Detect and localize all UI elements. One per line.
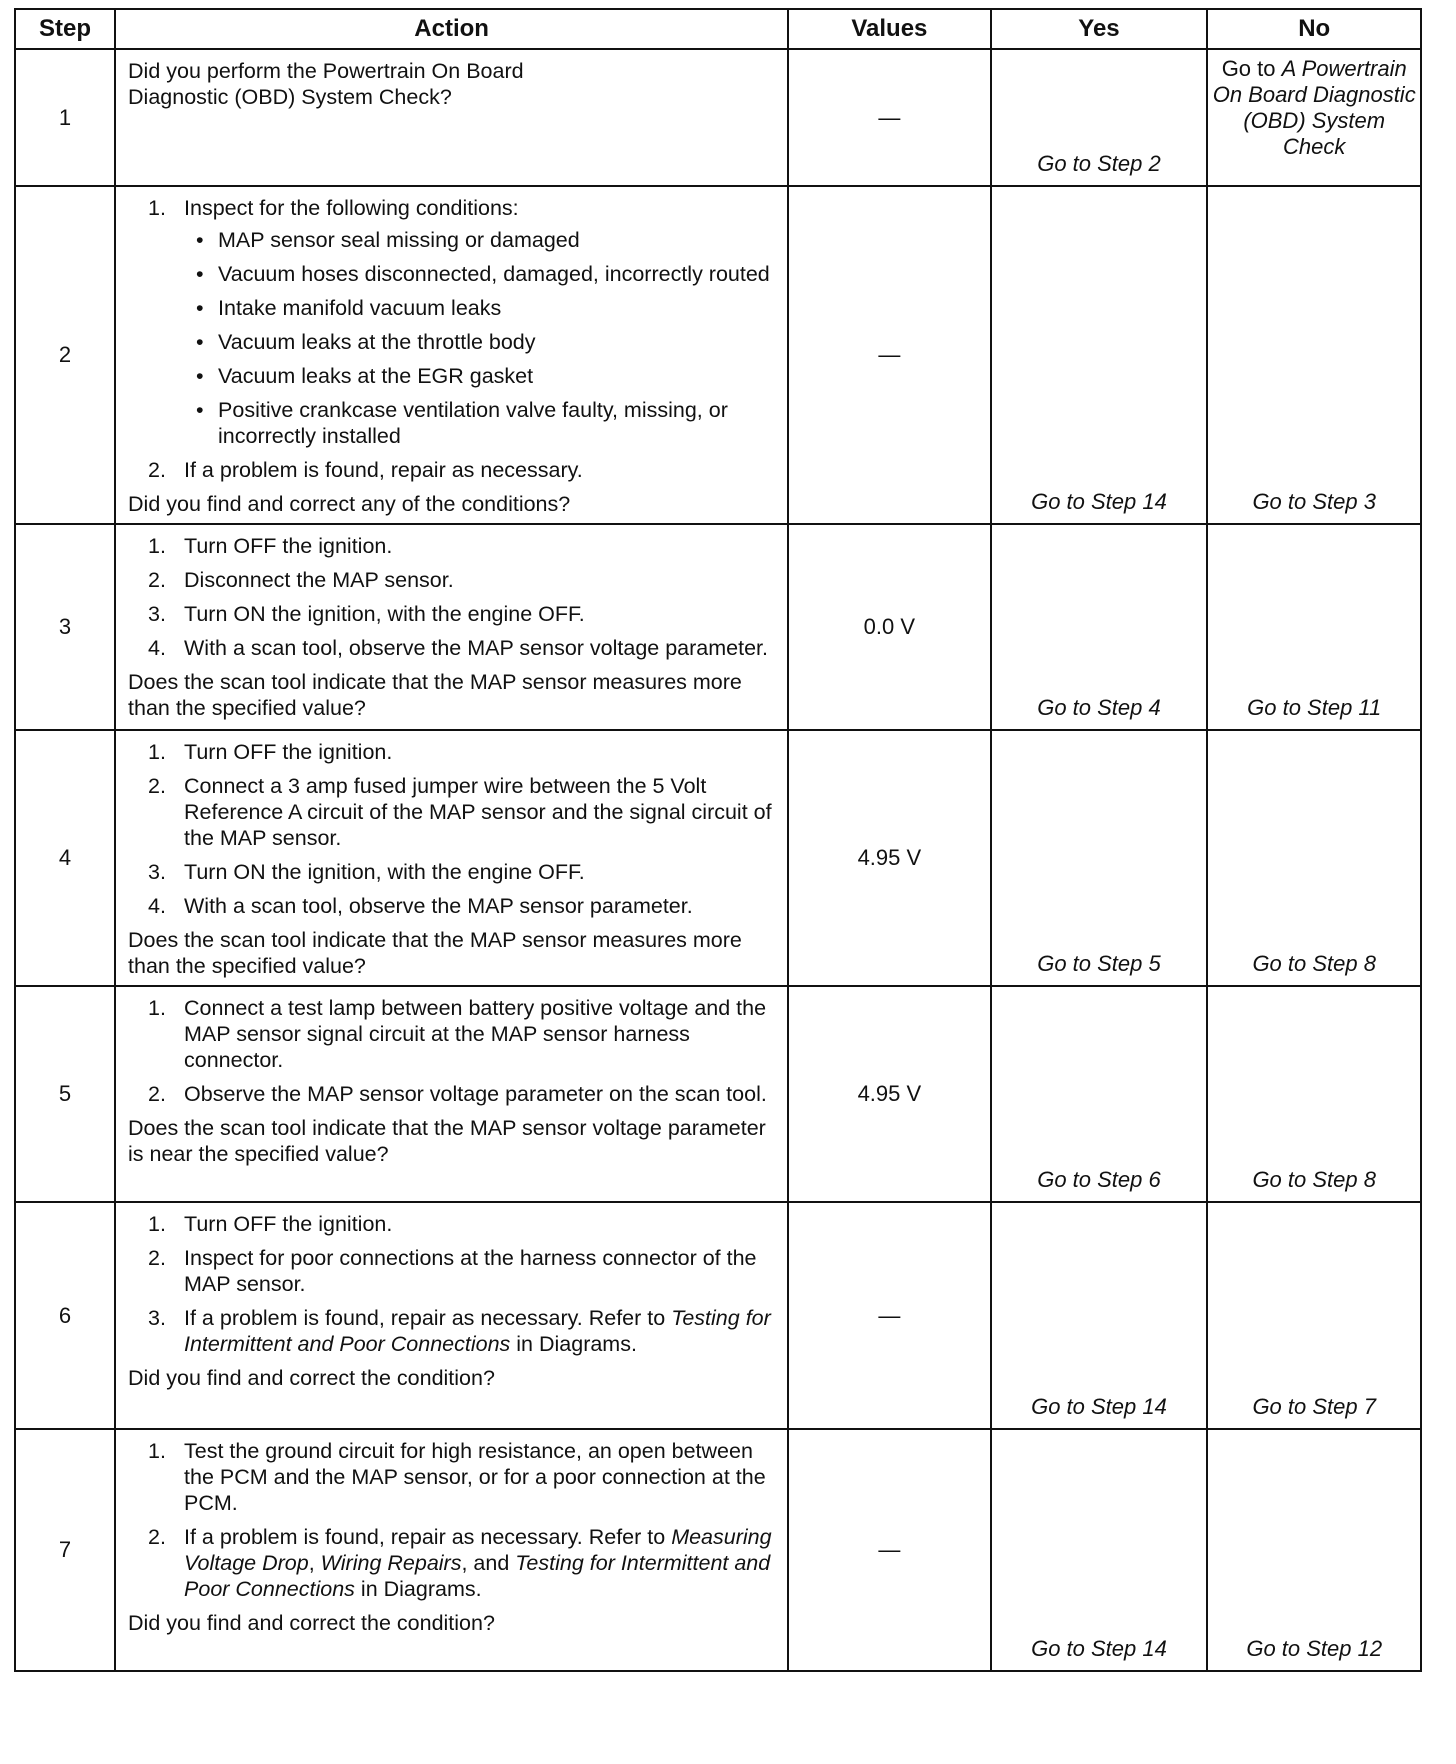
action-question: Did you find and correct the condition? <box>128 1366 495 1390</box>
action-step-text: in Diagrams. <box>354 1577 482 1601</box>
values-cell: 0.0 V <box>788 524 990 730</box>
step-number: 5 <box>15 986 115 1202</box>
header-action: Action <box>115 9 788 49</box>
action-cell <box>115 186 788 524</box>
action-step: 1. Inspect for the following conditions: • MAP sensor seal missing or damaged • Vacuum hoses disconnected, damaged, incorrectly routed • Intake manifold vacuum leaks • Vacuum leaks at the throttle body • Vacuum leaks at the EGR gasket • Positive crankcase ventilation valve faulty, missing, or incorrectly installed <box>128 195 779 449</box>
no-cell: Go to Step 12 <box>1207 1429 1421 1671</box>
values-cell: — <box>788 186 990 524</box>
no-prefix: Go to <box>1221 56 1282 81</box>
table-row <box>15 1429 1421 1671</box>
no-link-text: A Powertrain On Board Diagnostic (OBD) System Check <box>1212 56 1416 159</box>
action-step: 1. Connect a test lamp between battery positive voltage and the MAP sensor signal circuit at the MAP sensor harness connector. <box>148 996 767 1072</box>
action-cell <box>115 524 788 730</box>
step-number: 2 <box>15 186 115 524</box>
action-steps <box>128 995 779 1107</box>
action-cell <box>115 49 788 186</box>
action-step: 1. Turn OFF the ignition. <box>148 1212 393 1236</box>
action-step-text: Turn OFF the ignition. <box>184 534 393 558</box>
step-number: 6 <box>15 1202 115 1429</box>
values-cell: — <box>788 49 990 186</box>
action-step: 2. Observe the MAP sensor voltage parameter on the scan tool. <box>148 1082 767 1106</box>
values-cell: — <box>788 1202 990 1429</box>
action-cell <box>115 986 788 1202</box>
action-cell <box>115 1429 788 1671</box>
action-question: Did you find and correct the condition? <box>128 1611 495 1635</box>
reference-link-text: Testing for Intermittent and Poor Connections <box>184 1551 771 1601</box>
action-step: 1. Turn OFF the ignition. <box>148 534 393 558</box>
yes-cell: Go to Step 14 <box>991 1429 1208 1671</box>
action-step-text: Turn ON the ignition, with the engine OFF. <box>184 602 585 626</box>
action-step-text: Connect a 3 amp fused jumper wire between the 5 Volt Reference A circuit of the MAP sensor and the signal circuit of the MAP sensor. <box>184 774 772 850</box>
action-step: 4. With a scan tool, observe the MAP sensor voltage parameter. <box>148 636 769 660</box>
action-step-text: If a problem is found, repair as necessary. Refer to <box>184 1306 672 1330</box>
action-step: 1. Test the ground circuit for high resistance, an open between the PCM and the MAP sensor, or for a poor connection at the PCM. <box>148 1439 766 1515</box>
header-row <box>15 9 1421 49</box>
step-number: 1 <box>15 49 115 186</box>
no-cell: Go to Step 3 <box>1207 186 1421 524</box>
condition-list <box>184 227 779 449</box>
values-cell: — <box>788 1429 990 1671</box>
table-row <box>15 986 1421 1202</box>
action-steps <box>128 1211 779 1357</box>
no-cell: Go to Step 8 <box>1207 730 1421 986</box>
action-steps <box>128 195 779 483</box>
action-step-text: Connect a test lamp between battery positive voltage and the MAP sensor signal circuit at the MAP sensor harness connector. <box>184 996 767 1072</box>
no-cell: Go to Step 8 <box>1207 986 1421 1202</box>
header-yes: Yes <box>991 9 1208 49</box>
action-step-text: , <box>308 1551 321 1575</box>
values-cell: 4.95 V <box>788 986 990 1202</box>
no-cell: Go to Step 7 <box>1207 1202 1421 1429</box>
action-step-text: Turn OFF the ignition. <box>184 1212 393 1236</box>
yes-cell: Go to Step 14 <box>991 1202 1208 1429</box>
action-steps <box>128 739 779 919</box>
no-cell: Go to Step 11 <box>1207 524 1421 730</box>
yes-cell: Go to Step 5 <box>991 730 1208 986</box>
action-step-text: Observe the MAP sensor voltage parameter on the scan tool. <box>184 1082 767 1106</box>
header-step: Step <box>15 9 115 49</box>
action-question: Did you find and correct any of the conditions? <box>128 492 571 516</box>
header-no: No <box>1207 9 1421 49</box>
action-cell <box>115 1202 788 1429</box>
action-step-text: If a problem is found, repair as necessary. <box>184 458 583 482</box>
action-step: 4. With a scan tool, observe the MAP sensor parameter. <box>148 894 693 918</box>
yes-cell: Go to Step 4 <box>991 524 1208 730</box>
table-row <box>15 186 1421 524</box>
action-step: 2. Connect a 3 amp fused jumper wire between the 5 Volt Reference A circuit of the MAP sensor and the signal circuit of the MAP sensor. <box>148 774 772 850</box>
action-step-text: Test the ground circuit for high resistance, an open between the PCM and the MAP sensor, or for a poor connection at the PCM. <box>184 1439 766 1515</box>
action-step: 2. If a problem is found, repair as necessary. Refer to Measuring Voltage Drop, Wiring Repairs, and Testing for Intermittent and Poor Connections in Diagrams. <box>148 1525 772 1601</box>
action-question: Does the scan tool indicate that the MAP sensor measures more than the specified value? <box>128 928 742 978</box>
action-step-text: Inspect for poor connections at the harness connector of the MAP sensor. <box>184 1246 757 1296</box>
action-step-text: Disconnect the MAP sensor. <box>184 568 454 592</box>
step-number: 4 <box>15 730 115 986</box>
table-row <box>15 524 1421 730</box>
action-step-text: in Diagrams. <box>510 1332 637 1356</box>
table-row <box>15 49 1421 186</box>
condition-item: • Positive crankcase ventilation valve faulty, missing, or incorrectly installed <box>184 397 779 449</box>
reference-link-text: Testing for Intermittent and Poor Connections <box>184 1306 771 1356</box>
yes-cell: Go to Step 14 <box>991 186 1208 524</box>
reference-link-text: Wiring Repairs <box>320 1551 462 1575</box>
action-step-text: Turn OFF the ignition. <box>184 740 393 764</box>
action-question: Does the scan tool indicate that the MAP sensor voltage parameter is near the specified value? <box>128 1116 766 1166</box>
action-question: Does the scan tool indicate that the MAP sensor measures more than the specified value? <box>128 670 742 720</box>
diagnostic-table <box>14 8 1422 1672</box>
condition-item: • MAP sensor seal missing or damaged <box>184 227 779 253</box>
action-cell <box>115 730 788 986</box>
condition-item: • Vacuum leaks at the throttle body <box>184 329 779 355</box>
action-steps <box>128 533 779 661</box>
no-cell <box>1207 49 1421 186</box>
action-step-text: , and <box>461 1551 516 1575</box>
action-step: 3. Turn ON the ignition, with the engine OFF. <box>148 602 585 626</box>
yes-cell: Go to Step 6 <box>991 986 1208 1202</box>
action-step-text: Turn ON the ignition, with the engine OFF. <box>184 860 585 884</box>
header-values: Values <box>788 9 990 49</box>
action-step-text: Inspect for the following conditions: <box>184 196 519 220</box>
step-number: 7 <box>15 1429 115 1671</box>
action-step-text: If a problem is found, repair as necessary. Refer to <box>184 1525 672 1549</box>
yes-cell: Go to Step 2 <box>991 49 1208 186</box>
action-step-text: With a scan tool, observe the MAP sensor voltage parameter. <box>184 636 769 660</box>
step-number: 3 <box>15 524 115 730</box>
condition-item: • Intake manifold vacuum leaks <box>184 295 779 321</box>
action-step-text: With a scan tool, observe the MAP sensor parameter. <box>184 894 693 918</box>
condition-item: • Vacuum hoses disconnected, damaged, incorrectly routed <box>184 261 779 287</box>
condition-item: • Vacuum leaks at the EGR gasket <box>184 363 779 389</box>
action-step: 3. If a problem is found, repair as necessary. Refer to Testing for Intermittent and Poor Connections in Diagrams. <box>148 1306 771 1356</box>
reference-link-text: Measuring Voltage Drop <box>184 1525 772 1575</box>
table-row <box>15 1202 1421 1429</box>
action-step: 2. Inspect for poor connections at the harness connector of the MAP sensor. <box>148 1246 757 1296</box>
action-steps <box>128 1438 779 1602</box>
action-step: 2. If a problem is found, repair as necessary. <box>148 458 583 482</box>
values-cell: 4.95 V <box>788 730 990 986</box>
action-step: 2. Disconnect the MAP sensor. <box>148 568 454 592</box>
action-step: 1. Turn OFF the ignition. <box>148 740 393 764</box>
action-step: 3. Turn ON the ignition, with the engine OFF. <box>148 860 585 884</box>
action-question: Did you perform the Powertrain On Board Diagnostic (OBD) System Check? <box>128 59 524 109</box>
table-row <box>15 730 1421 986</box>
